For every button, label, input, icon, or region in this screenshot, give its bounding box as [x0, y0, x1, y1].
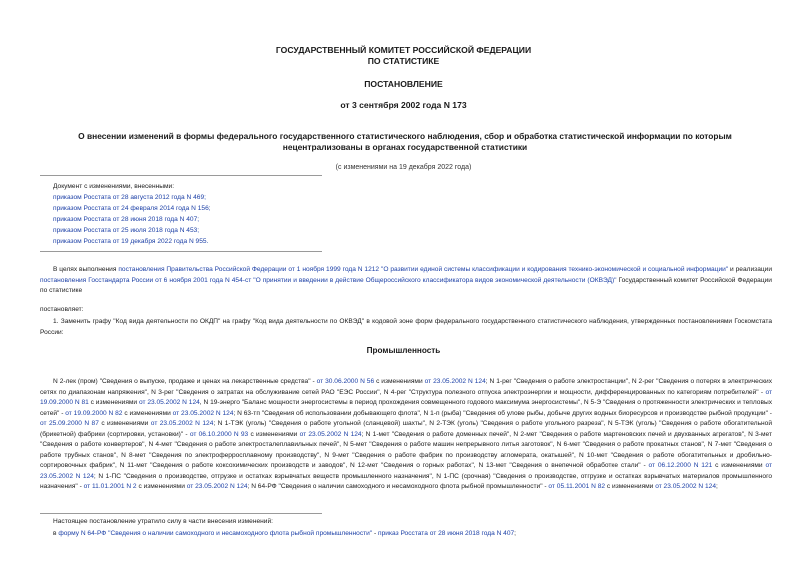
form-64-rf-link[interactable]: форму N 64-РФ "Сведения о наличии самоходного и несамоходного флота рыбной промышленности" — [58, 529, 373, 537]
divider-top — [40, 175, 322, 176]
decree-link[interactable]: от 11.01.2001 N 2 — [83, 483, 137, 490]
decree-link[interactable]: от 06.10.2000 N 93 — [189, 430, 249, 438]
decree-link[interactable]: от 05.11.2001 N 82 — [548, 483, 606, 490]
divider-note — [40, 513, 322, 514]
title-line-1: О внесении изменений в формы федерального государственного статистического наблюдения, сбор и обработка статистической информации по которым — [78, 131, 732, 141]
note-text-1: в — [53, 529, 59, 537]
document-type: ПОСТАНОВЛЕНИЕ — [364, 79, 443, 89]
amendment-link-2[interactable]: приказом Росстата от 24 февраля 2014 года N 156; — [53, 205, 211, 212]
amendment-link-3[interactable]: приказом Росстата от 28 июня 2018 года N 407; — [53, 216, 200, 223]
decree-link[interactable]: от 25.09.2000 N 87 — [40, 420, 99, 427]
divider-bottom — [40, 251, 322, 252]
document-date: от 3 сентября 2002 года N 173 — [340, 100, 467, 110]
industry-text-segment: , N 19-энерго "Баланс мощности энергосистемы в период прохождения совмещенного годового максимума энергосистемы", N 5-Э "Сведения о протяженности электрических и тепловых сетей" - — [40, 399, 772, 417]
amendment-link-5[interactable]: приказом Росстата от 19 декабря 2022 года N 955. — [53, 238, 209, 245]
decree-link[interactable]: от 23.05.2002 N 124 — [186, 483, 248, 490]
decree-link[interactable]: от 23.05.2002 N 124 — [299, 430, 362, 438]
decree-link[interactable]: от 23.05.2002 N 124 — [138, 399, 200, 406]
preamble-text-2: и реализации — [728, 266, 773, 273]
industry-text-segment: ; N 1-ПС "Сведения о производстве, отгрузке и остатках взрывчатых веществ промышленного назначения", N 1-ПС (срочная) "Сведения о производстве, отгрузке и остатках взрывчатых материалов промышленного назначения" - — [40, 472, 772, 490]
gosstandart-decree-link[interactable]: постановления Госстандарта России от 6 ноября 2001 года N 454-ст "О принятии и введении в действие Общероссийского классификатора видов экономической деятельности (ОКВЭД)" — [40, 276, 617, 284]
industry-text-segment: ; N 64-РФ "Сведения о наличии самоходного и несамоходного флота рыбной промышленности" - — [247, 483, 549, 490]
note-text-2: - — [372, 529, 379, 537]
title-line-2: нецентрализованы в органах государственной статистики — [282, 142, 528, 152]
decree-link[interactable]: от 23.05.2002 N 124 — [655, 483, 716, 490]
decree-link[interactable]: от 06.12.2000 N 121 — [648, 462, 713, 469]
decree-link[interactable]: от 30.06.2000 N 56 — [316, 378, 375, 385]
amendment-link-1[interactable]: приказом Росстата от 28 августа 2012 года N 469; — [53, 194, 206, 201]
industry-text-segment: ; N 1-ТЭК (уголь) "Сведения о работе угольной (сланцевой) шахты", N 2-ТЭК (уголь) "Сведения о работе угольного разреза", N 5-ТЭК (уголь) "Сведения о работе обогатительной (брикетной) фабрики (сортировки, установки)" - — [40, 420, 773, 438]
decree-link[interactable]: от 23.05.2002 N 124 — [40, 462, 772, 480]
preamble-text-3: Государственный комитет Российской Федерации по статистике — [40, 276, 772, 294]
rosstat-order-407-link[interactable]: приказ Росстата от 28 июня 2018 года N 407 — [378, 529, 515, 537]
note-text-3: ; — [514, 529, 517, 537]
resolves-text: постановляет: — [40, 306, 84, 313]
industry-text-segment: с изменениями — [98, 420, 151, 427]
industry-text-segment: с изменениями — [136, 483, 187, 490]
decree-link[interactable]: от 19.09.2000 N 81 — [40, 388, 772, 406]
decree-link[interactable]: от 23.05.2002 N 124 — [150, 420, 214, 427]
amendment-link-4[interactable]: приказом Росстата от 25 июля 2018 года N 453; — [53, 227, 200, 234]
industry-text-segment: N 2-лек (пром) "Сведения о выпуске, продаже и ценах на лекарственные средства" - — [53, 378, 317, 385]
industry-text-segment: с изменениями — [88, 399, 139, 406]
industry-text-segment: с изменениями — [122, 409, 173, 417]
industry-text-segment: ; N 63-тп "Сведения об использовании добывающего флота", N 1-п (рыба) "Сведения об улове рыбы, добыче других водных биоресурсов и производстве рыбной продукции" - — [233, 409, 773, 417]
committee-line-2: ПО СТАТИСТИКЕ — [367, 56, 440, 66]
industry-text-segment: с изменениями — [712, 462, 766, 469]
amendments-heading: Документ с изменениями, внесенными: — [53, 183, 175, 190]
repeal-note-heading: Настоящее постановление утратило силу в части внесения изменений: — [53, 518, 273, 525]
industry-text-segment: ; N 1-мет "Сведения о работе доменных печей", N 2-мет "Сведения о работе мартеновских печей и двухванных агрегатов", N 3-мет "Сведения о работе конвертеров", N 4-мет "Сведения о работе электросталеплавильных печей", N 5-мет "Сведения о работе машин непрерывного литья заготовок", N 6-мет "Сведения о работе прокатных станов", N 7-мет "Сведения о работе трубных станов", N 8-мет "Сведения по электроферросплавному производству", N 9-мет "Сведения о работе фабрик по производству агломерата, окатышей", N 10-мет "Сведения о работе обогатительных и дробильно-сортировочных фабрик", N 11-мет "Сведения о работе коксохимических производств и заводов", N 12-мет "Сведения о горных работах", N 13-мет "Сведения о внепечной обработке стали" - — [40, 430, 772, 469]
decree-link[interactable]: от 23.05.2002 N 124 — [172, 409, 234, 417]
point-1-paragraph: 1. Заменить графу "Код вида деятельности по ОКДП" на графу "Код вида деятельности по ОКВЭД" в кодовой зоне форм федерального государственного статистического наблюдения, утвержденных постановлениями Госкомстата России: — [40, 318, 772, 336]
industry-text-segment: с изменениями — [374, 378, 425, 385]
amendments-list — [53, 181, 453, 247]
edition-note: (с изменениями на 19 декабря 2022 года) — [335, 164, 472, 171]
decree-link[interactable]: от 23.05.2002 N 124 — [424, 378, 486, 385]
industry-forms-paragraph — [40, 377, 772, 493]
preamble-paragraph — [40, 265, 772, 297]
industry-text-segment: ; N 1-рег "Сведения о работе электростанции", N 2-рег "Сведения о потерях в электрических сетях по диапазонам напряжения", N 3-рег "Сведения о затратах на обслуживание сетей РАО "ЕЭС России", N 4-рег "Структура полезного отпуска электроэнергии и мощности, дифференцированных по категориям потребителей" - — [40, 378, 773, 396]
decree-link[interactable]: от 19.09.2000 N 82 — [65, 409, 123, 417]
industry-text-segment: ; — [716, 483, 718, 490]
government-decree-link[interactable]: постановления Правительства Российской Федерации от 1 ноября 1999 года N 1212 "О развитии единой системы классификации и кодирования технико-экономической и социальной информации" — [118, 266, 729, 273]
committee-line-1: ГОСУДАРСТВЕННЫЙ КОМИТЕТ РОССИЙСКОЙ ФЕДЕРАЦИИ — [275, 45, 532, 55]
repeal-note — [40, 517, 772, 539]
document-title — [40, 131, 770, 153]
industry-text-segment: с изменениями — [605, 483, 656, 490]
committee-name — [0, 45, 807, 67]
preamble-text-1: В целях выполнения — [53, 266, 119, 273]
industry-text-segment: с изменениями — [248, 430, 300, 438]
section-title-industry: Промышленность — [366, 346, 441, 355]
